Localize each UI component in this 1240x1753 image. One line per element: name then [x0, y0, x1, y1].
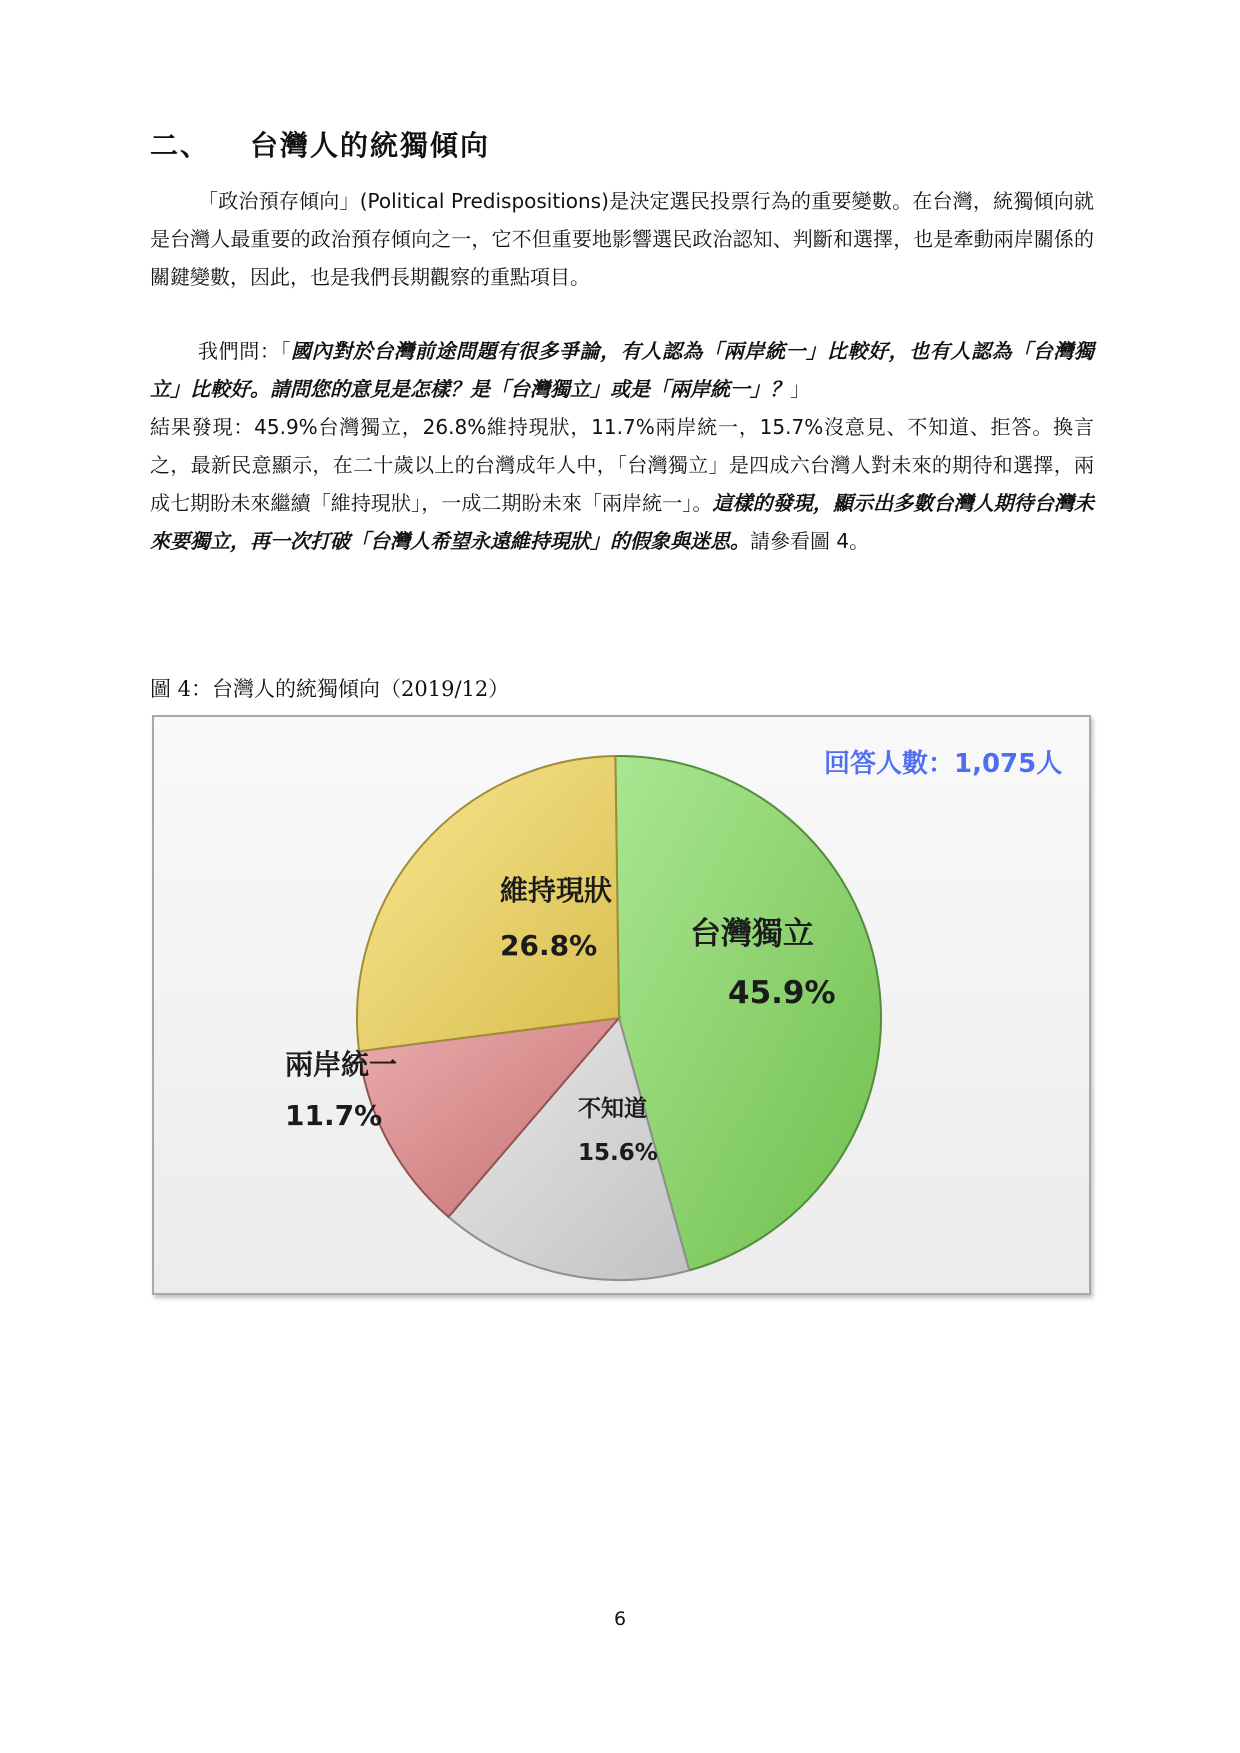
- slice-label-1: 不知道: [578, 1096, 647, 1122]
- slice-label-0: 台灣獨立: [690, 916, 814, 952]
- section-number: 二、: [150, 129, 211, 162]
- pie-chart: [154, 717, 1089, 1293]
- figure-reference: 請參看圖 4。: [750, 529, 870, 553]
- slice-value-0: 45.9%: [728, 975, 836, 1011]
- findings-emphasis: 這樣的發現，顯示出多數台灣人期待台灣未來要獨立，再一次打破「台灣人希望永遠維持現狀」的假象與迷思。: [150, 491, 1095, 553]
- survey-question: 國內對於台灣前途問題有很多爭論，有人認為「兩岸統一」比較好，也有人認為「台灣獨立」比較好。請問您的意見是怎樣？是「台灣獨立」或是「兩岸統一」？: [150, 339, 1095, 401]
- page-number: 6: [613, 1608, 627, 1630]
- slice-label-2: 兩岸統一: [285, 1048, 398, 1081]
- figure-caption: 圖 4：台灣人的統獨傾向（2019/12）: [150, 677, 510, 701]
- slice-value-3: 26.8%: [500, 929, 598, 962]
- question-lead: 我們問：「: [198, 339, 292, 363]
- sample-size-note: 回答人數：1,075人: [824, 749, 1063, 779]
- findings-body: 結果發現：45.9%台灣獨立，26.8%維持現狀，11.7%兩岸統一，15.7%沒意見、不知道、拒答。換言之，最新民意顯示，在二十歲以上的台灣成年人中，「台灣獨立」是四成六台灣人對未來的期待和選擇，兩成七期盼未來繼續「維持現狀」，一成二期盼未來「兩岸統一」。: [150, 415, 1094, 515]
- section-heading: [150, 124, 490, 164]
- section-title: 台灣人的統獨傾向: [250, 129, 491, 162]
- slice-value-2: 11.7%: [285, 1099, 383, 1132]
- slice-value-1: 15.6%: [578, 1140, 658, 1166]
- pie-chart-frame: [152, 715, 1091, 1295]
- slice-label-3: 維持現狀: [500, 874, 613, 907]
- intro-paragraph: 「政治預存傾向」(Political Predispositions)是決定選民投票行為的重要變數。在台灣，統獨傾向就是台灣人最重要的政治預存傾向之一，它不但重要地影響選民政治認知、判斷和選擇，也是牽動兩岸關係的關鍵變數，因此，也是我們長期觀察的重點項目。: [150, 189, 1094, 289]
- question-close: 」: [790, 377, 810, 401]
- findings-paragraph: [150, 332, 1094, 560]
